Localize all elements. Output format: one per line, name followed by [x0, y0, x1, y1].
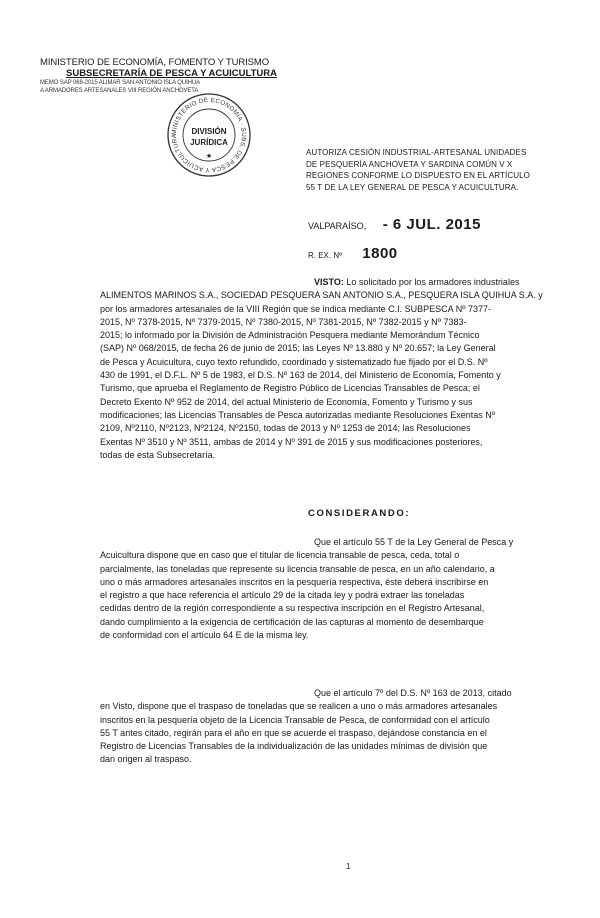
stamp-ring-text: MINISTERIO DE ECONOMÍA · SUBS. DE PESCA Y ACUICULTURA — [170, 96, 248, 174]
paragraph-line: dan origen al traspaso. — [100, 754, 192, 765]
considerando-paragraph-1 — [100, 536, 570, 642]
paragraph-line: Que el artículo 7º del D.S. Nº 163 de 2013, citado — [314, 688, 512, 698]
paragraph-line: 55 T antes citado, regirán para el año en que se acuerde el traspaso, dejándose constancia en el — [100, 727, 487, 738]
paragraph-line: Turismo, que aprueba el Reglamento de Registro Público de Licencias Transables de Pesca; el — [100, 383, 480, 394]
subject-line: AUTORIZA CESIÓN INDUSTRIAL-ARTESANAL UNIDADES — [306, 148, 527, 157]
memo-reference: MEMO SAP 068-2015 ALIMAR SAN ANTONIO ISLA QUIHUA — [40, 80, 201, 86]
paragraph-line: dando cumplimiento a la exigencia de certificación de las capturas al momento de desembarque — [100, 616, 484, 627]
paragraph-line: el registro a que hace referencia el artículo 29 de la citada ley y podrá extraer las toneladas — [100, 590, 465, 601]
paragraph-line: 2015, Nº 7378-2015, Nº 7379-2015, Nº 7380-2015, Nº 7381-2015, Nº 7382-2015 y Nº 7383- — [100, 316, 467, 327]
paragraph-line: en Visto, dispone que el traspaso de toneladas que se realicen a uno o más armadores artesanales — [100, 701, 498, 712]
paragraph-line: 2109, Nº2110, Nº2123, Nº2124, Nº2150, todas de 2013 y Nº 1253 de 2014; las Resoluciones — [100, 423, 471, 434]
considerando-paragraph-2 — [100, 687, 570, 767]
paragraph-line: uno o más armadores artesanales inscritos en la pesquería respectiva, éste deberá inscribirse en — [100, 576, 489, 587]
paragraph-line: modificaciones; las Licencias Transables de Pesca autorizadas mediante Resoluciones Exentas Nº — [100, 409, 495, 420]
place: VALPARAÍSO, — [308, 221, 367, 231]
page-number: 1 — [346, 862, 351, 871]
paragraph-line: (SAP) Nº 068/2015, de fecha 26 de junio de 2015; las Leyes Nº 13.880 y Nº 20.657; la Ley General — [100, 343, 496, 354]
paragraph-line: Decreto Exento Nº 952 de 2014, del actual Ministerio de Economía, Fomento y Turismo y sus — [100, 396, 473, 407]
paragraph-line: parcialmente, las toneladas que represente su licencia transable de pesca, en un año calendario, a — [100, 563, 495, 574]
visto-first-text: Lo solicitado por los armadores industriales — [346, 277, 520, 287]
paragraph-line: ALIMENTOS MARINOS S.A., SOCIEDAD PESQUERA SAN ANTONIO S.A., PESQUERA ISLA QUIHUA S.A. y — [100, 290, 543, 301]
paragraph-line: inscritos en la pesquería objeto de la Licencia Transable de Pesca, de conformidad con el artículo — [100, 714, 490, 725]
considerando-heading: CONSIDERANDO: — [308, 508, 411, 519]
stamp-line-1: DIVISIÓN — [191, 127, 227, 136]
resolution-subject — [306, 147, 556, 193]
date: - 6 JUL. 2015 — [382, 216, 481, 233]
paragraph-line: Exentas Nº 3510 y Nº 3511, ambas de 2014 y Nº 391 de 2015 y sus modificaciones posteriores, — [100, 436, 483, 447]
paragraph-line: 2015; lo informado por la División de Administración Pesquera mediante Memorándum Técnico — [100, 330, 480, 341]
stamp-line-2: JURÍDICA — [190, 138, 228, 147]
place-and-date — [308, 216, 481, 233]
memo-reference-2: A ARMADORES ARTESANALES VIII REGIÓN ANCHOVETA — [40, 88, 199, 94]
division-juridica-stamp — [166, 92, 252, 178]
subject-line: REGIONES CONFORME LO DISPUESTO EN EL ARTÍCULO — [306, 171, 530, 180]
letterhead — [40, 57, 290, 95]
paragraph-line: de conformidad con el artículo 64 E de la misma ley. — [100, 630, 309, 641]
paragraph-line: Que el artículo 55 T de la Ley General de Pesca y — [314, 537, 514, 547]
paragraph-line: Acuicultura dispone que en caso que el titular de licencia transable de pesca, ceda, total o — [100, 550, 460, 561]
paragraph-line: Registro de Licencias Transables de la individualización de las unidades mínimas de división que — [100, 741, 488, 752]
paragraph-line: cedidas dentro de la región correspondiente a su respectiva inscripción en el Registro Artesanal, — [100, 603, 485, 614]
star-icon: ★ — [205, 152, 213, 160]
paragraph-line: de Pesca y Acuicultura, cuyo texto refundido, coordinado y sistematizado fue fijado por el D.S. Nº — [100, 356, 488, 367]
subject-line: DE PESQUERÍA ANCHOVETA Y SARDINA COMÚN V X — [306, 159, 513, 169]
visto-keyword: VISTO: — [314, 277, 344, 287]
paragraph-line: 430 de 1991, el D.F.L. Nº 5 de 1983, el D.S. Nº 163 de 2014, del Ministerio de Economía, Fomento y — [100, 370, 501, 381]
ministry-name: MINISTERIO DE ECONOMÍA, FOMENTO Y TURISMO — [40, 57, 270, 68]
resolution-value: 1800 — [362, 245, 398, 262]
paragraph-line: todas de esta Subsecretaría. — [100, 449, 216, 460]
resolution-number — [308, 245, 398, 262]
paragraph-line: por los armadores artesanales de la VIII Región que se indica mediante C.I. SUBPESCA Nº 7377- — [100, 303, 491, 314]
resolution-label: R. EX. Nº — [308, 251, 343, 260]
paragraph-line — [100, 276, 570, 289]
visto-paragraph — [100, 276, 570, 462]
subject-line: 55 T DE LA LEY GENERAL DE PESCA Y ACUICULTURA. — [306, 182, 519, 192]
undersecretariat-name: SUBSECRETARÍA DE PESCA Y ACUICULTURA — [66, 68, 277, 79]
